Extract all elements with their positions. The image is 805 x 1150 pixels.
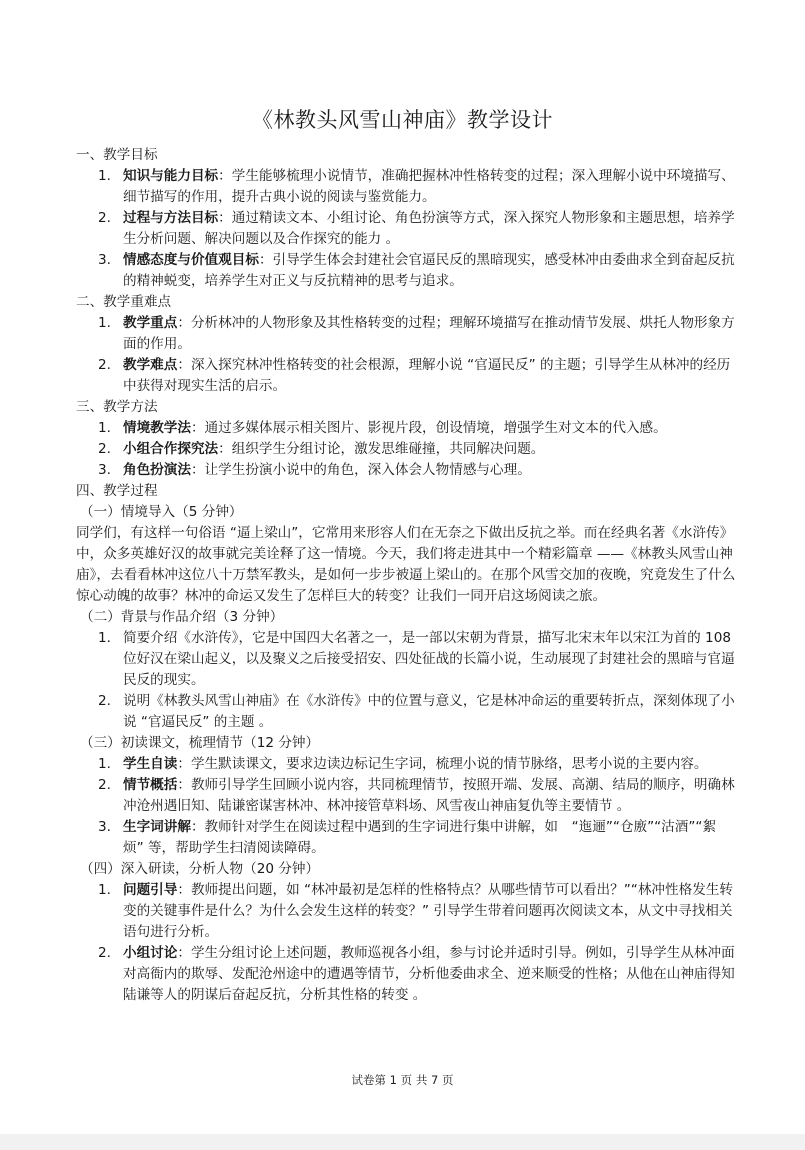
item-text: ：教师引导学生回顾小说内容，共同梳理情节，按照开端、发展、高潮、结局的顺序，明确林冲沧州遇旧知、陆谦密谋害林冲、林冲接管草料场、风雪夜山神庙复仇等主要情节 。: [123, 777, 735, 814]
item-label: 学生自读: [123, 756, 178, 772]
document-title: 《林教头风雪山神庙》教学设计: [252, 108, 553, 132]
subsection-heading-analysis: （四）深入研读，分析人物（20 分钟）: [80, 861, 320, 877]
list-number: 1.: [98, 420, 111, 436]
list-item: [76, 208, 736, 250]
page-footer: 试卷第 1 页 共 7 页: [351, 1073, 454, 1087]
item-text: ：深入探究林冲性格转变的社会根源，理解小说 “官逼民反” 的主题；引导学生从林冲的经历中获得对现实生活的启示。: [123, 357, 731, 394]
item-label: 情境教学法: [123, 420, 191, 436]
section-heading-goals: 一、教学目标: [76, 147, 158, 163]
list-item: [76, 691, 736, 733]
item-text: ：学生默读课文，要求边读边标记生字词，梳理小说的情节脉络，思考小说的主要内容。: [177, 756, 708, 772]
list-item: [76, 439, 736, 460]
item-text: ：通过多媒体展示相关图片、影视片段，创设情境，增强学生对文本的代入感。: [190, 420, 667, 436]
item-text: ：让学生扮演小说中的角色，深入体会人物情感与心理。: [190, 462, 531, 478]
item-label: 生字词讲解: [123, 819, 191, 835]
list-number: 1.: [98, 630, 111, 646]
list-number: 2.: [98, 693, 111, 709]
list-number: 3.: [98, 819, 111, 835]
item-text: ：引导学生体会封建社会官逼民反的黑暗现实，感受林冲由委曲求全到奋起反抗的精神蜕变，培养学生对正义与反抗精神的思考与追求。: [123, 252, 735, 289]
item-text: ：教师提出问题，如 “林冲最初是怎样的性格特点？从哪些情节可以看出？”“林冲性格发生转变的关键事件是什么？为什么会发生这样的转变？” 引导学生带着问题再次阅读文本，从文中寻找相关语句进行分析。: [123, 882, 733, 940]
list-number: 3.: [98, 252, 111, 268]
list-number: 3.: [98, 462, 111, 478]
item-label: 角色扮演法: [123, 462, 191, 478]
list-item: [76, 817, 736, 859]
item-label: 情节概括: [123, 777, 178, 793]
list-item: [76, 880, 736, 943]
item-text: 简要介绍《水浒传》，它是中国四大名著之一，是一部以宋朝为背景，描写北宋末年以宋江为首的 108 位好汉在梁山起义，以及聚义之后接受招安、四处征战的长篇小说，生动展现了封建社会的黑暗与官逼民反的现实。: [123, 630, 735, 688]
item-label: 教学重点: [123, 315, 178, 331]
list-item: [76, 775, 736, 817]
subsection-heading-reading: （三）初读课文，梳理情节（12 分钟）: [80, 735, 320, 751]
item-text: ：学生能够梳理小说情节，准确把握林冲性格转变的过程；深入理解小说中环境描写、细节描写的作用，提升古典小说的阅读与鉴赏能力。: [123, 168, 735, 205]
item-label: 小组合作探究法: [123, 441, 219, 457]
document-body: [76, 145, 736, 1006]
item-label: 知识与能力目标: [123, 168, 219, 184]
item-text: 说明《林教头风雪山神庙》在《水浒传》中的位置与意义，它是林冲命运的重要转折点，深刻体现了小说 “官逼民反” 的主题 。: [123, 693, 735, 730]
list-item: [76, 355, 736, 397]
list-item: [76, 754, 736, 775]
list-number: 1.: [98, 315, 111, 331]
list-item: [76, 418, 736, 439]
section-heading-keypoints: 二、教学重难点: [76, 294, 172, 310]
list-item: [76, 313, 736, 355]
list-item: [76, 166, 736, 208]
intro-paragraph: 同学们，有这样一句俗语 “逼上梁山”，它常用来形容人们在无奈之下做出反抗之举。而在经典名著《水浒传》中，众多英雄好汉的故事就完美诠释了这一情境。今天，我们将走进其中一个精彩篇章 ——《林教头风雪山神庙》，去看看林冲这位八十万禁军教头，是如何一步步被逼上梁山的。在那个风雪交加的夜晚，究竟发生了什么惊心动魄的故事？林冲的命运又发生了怎样巨大的转变？让我们一同开启这场阅读之旅。: [76, 525, 736, 604]
list-item: [76, 250, 736, 292]
subsection-heading-background: （二）背景与作品介绍（3 分钟）: [80, 609, 284, 625]
section-heading-methods: 三、教学方法: [76, 399, 158, 415]
item-label: 情感态度与价值观目标: [123, 252, 259, 268]
item-text: ：分析林冲的人物形象及其性格转变的过程；理解环境描写在推动情节发展、烘托人物形象方面的作用。: [123, 315, 735, 352]
list-number: 2.: [98, 441, 111, 457]
item-label: 教学难点: [123, 357, 178, 373]
list-number: 1.: [98, 168, 111, 184]
list-number: 1.: [98, 882, 111, 898]
item-text: ：通过精读文本、小组讨论、角色扮演等方式，深入探究人物形象和主题思想，培养学生分析问题、解决问题以及合作探究的能力 。: [123, 210, 735, 247]
list-item: [76, 628, 736, 691]
list-number: 2.: [98, 210, 111, 226]
list-number: 2.: [98, 777, 111, 793]
list-item: [76, 460, 736, 481]
item-text: ：组织学生分组讨论，激发思维碰撞，共同解决问题。: [218, 441, 545, 457]
list-number: 2.: [98, 357, 111, 373]
item-text: ：学生分组讨论上述问题，教师巡视各小组，参与讨论并适时引导。例如，引导学生从林冲面对高衙内的欺辱、发配沧州途中的遭遇等情节，分析他委曲求全、逆来顺受的性格；从他在山神庙得知陆谦等人的阴谋后奋起反抗，分析其性格的转变 。: [123, 945, 735, 1003]
list-number: 2.: [98, 945, 111, 961]
item-label: 小组讨论: [123, 945, 178, 961]
section-heading-process: 四、教学过程: [76, 483, 158, 499]
item-label: 过程与方法目标: [123, 210, 219, 226]
list-number: 1.: [98, 756, 111, 772]
item-label: 问题引导: [123, 882, 178, 898]
subsection-heading-intro: （一）情境导入（5 分钟）: [80, 504, 243, 520]
list-item: [76, 943, 736, 1006]
item-text: ：教师针对学生在阅读过程中遇到的生字词进行集中讲解，如 “迤逦”“仓廒”“沽酒”“絮烦” 等，帮助学生扫清阅读障碍。: [123, 819, 717, 856]
